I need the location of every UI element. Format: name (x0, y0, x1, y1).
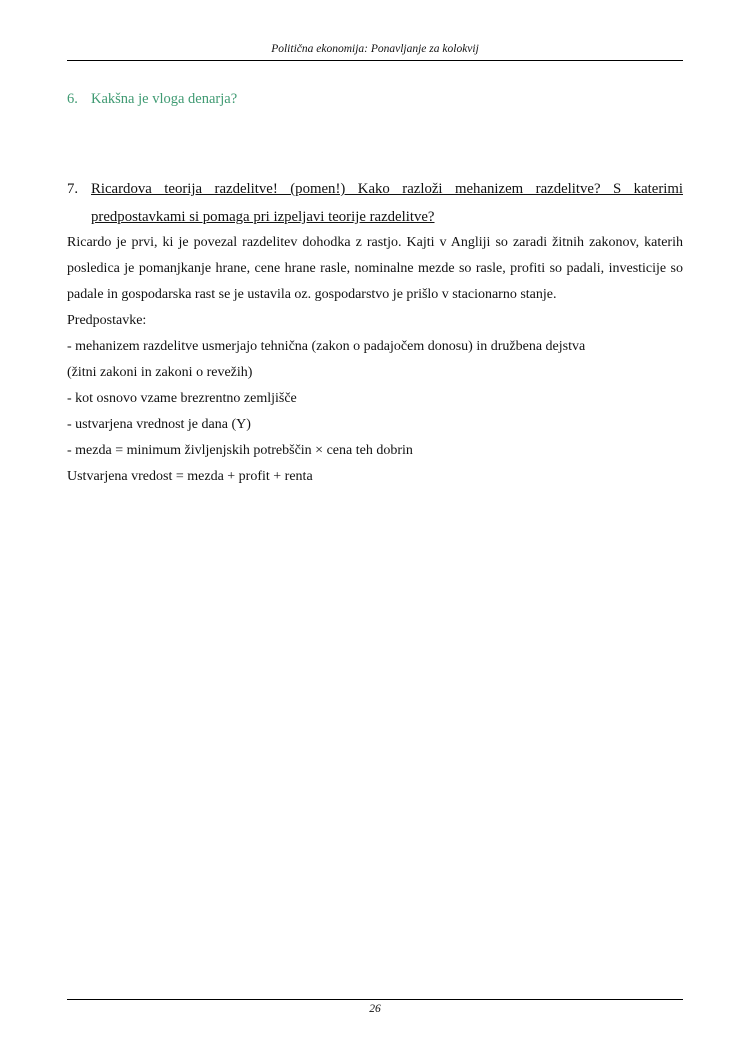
answer-line: Ustvarjena vredost = mezda + profit + renta (67, 469, 313, 484)
answer-body (67, 230, 683, 490)
question-7-heading (67, 175, 683, 231)
question-number: 6. (67, 91, 78, 107)
answer-line: - ustvarjena vrednost je dana (Y) (67, 417, 251, 432)
answer-line: - mezda = minimum življenjskih potrebščin × cena teh dobrin (67, 443, 413, 458)
question-text: Kakšna je vloga denarja? (91, 91, 238, 107)
answer-line: - mehanizem razdelitve usmerjajo tehnična (zakon o padajočem donosu) in družbena dejstva (67, 339, 586, 354)
header-rule (67, 60, 683, 61)
answer-line: Predpostavke: (67, 313, 147, 328)
footer-rule (67, 999, 683, 1000)
answer-line: - kot osnovo vzame brezrentno zemljišče (67, 391, 297, 406)
question-text: Ricardova teorija razdelitve! (pomen!) Kako razloži mehanizem razdelitve? S katerimi predpostavkami si pomaga pri izpeljavi teorije razdelitve? (91, 181, 683, 225)
answer-line: (žitni zakoni in zakoni o revežih) (67, 365, 253, 380)
question-number: 7. (67, 181, 79, 197)
running-header: Politična ekonomija: Ponavljanje za kolokvij (271, 43, 479, 55)
question-6-heading (67, 91, 237, 108)
answer-paragraph: Ricardo je prvi, ki je povezal razdelitev dohodka z rastjo. Kajti v Angliji so zaradi žitnih zakonov, katerih posledica je pomanjkanje hrane, cene hrane rasle, nominalne mezde so rasle, profiti so padali, investicije so padale in gospodarska rast se je ustavila oz. gospodarstvo je prišlo v stacionarno stanje. (67, 235, 683, 302)
page-number: 26 (369, 1003, 381, 1015)
